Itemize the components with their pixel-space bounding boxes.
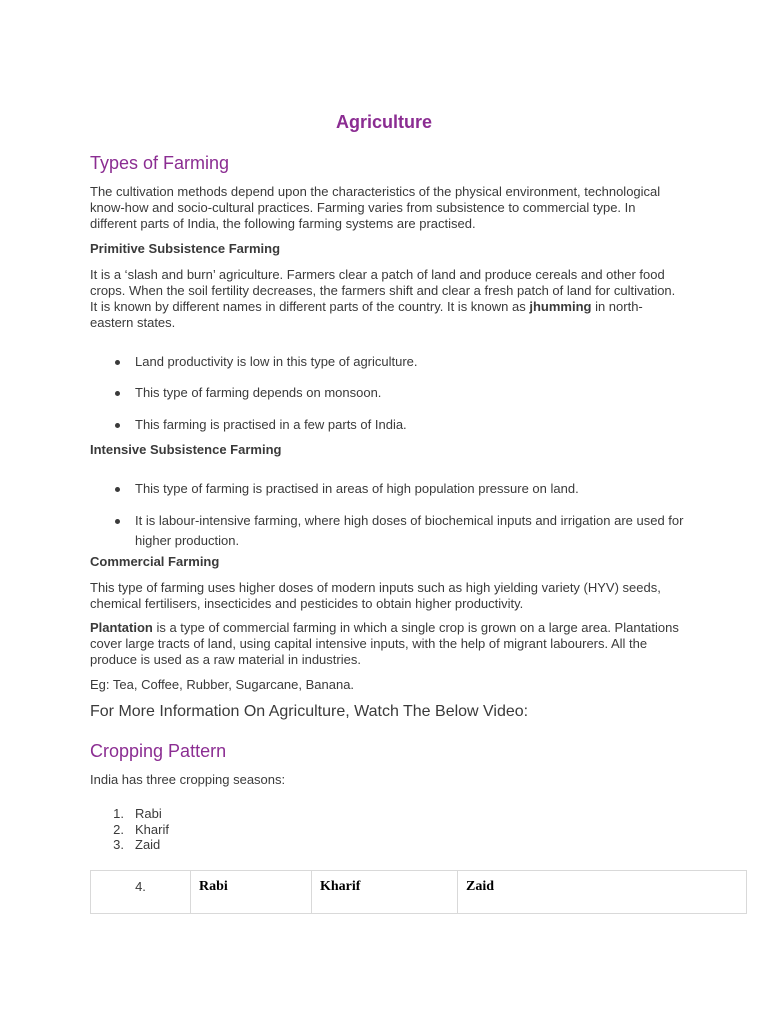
types-of-farming-intro: The cultivation methods depend upon the characteristics of the physical environment, technological know-how and socio-cultural practices. Farming varies from subsistence to commercial type. In different parts of India, the following farming systems are practised. [90, 184, 661, 231]
commercial-farming-text: This type of farming uses higher doses of modern inputs such as high yielding variety (HYV) seeds, chemical fertilisers, insecticides and pesticides to obtain higher productivity. [90, 580, 661, 611]
list-item: This type of farming is practised in areas of high population pressure on land. [90, 479, 690, 499]
jhumming-term: jhumming [529, 299, 592, 314]
example-text: Eg: Tea, Coffee, Rubber, Sugarcane, Banana. [90, 677, 355, 692]
bullet-icon [115, 487, 120, 492]
bullet-icon [115, 519, 120, 524]
cropping-pattern-intro: India has three cropping seasons: [90, 772, 286, 787]
table-header-kharif: Kharif [312, 871, 458, 914]
table-header-zaid: Zaid [458, 871, 747, 914]
list-item: Land productivity is low in this type of agriculture. [90, 352, 690, 372]
bullet-icon [115, 423, 120, 428]
cropping-pattern-heading: Cropping Pattern [90, 741, 227, 761]
list-item: This farming is practised in a few parts of India. [90, 415, 690, 435]
table-header-rabi: Rabi [191, 871, 312, 914]
table-row [91, 871, 747, 914]
bullet-icon [115, 391, 120, 396]
table-cell-number: 4. [91, 871, 191, 914]
seasons-table [90, 870, 747, 914]
commercial-farming-heading: Commercial Farming [90, 554, 220, 569]
list-item: It is labour-intensive farming, where high doses of biochemical inputs and irrigation are used for higher production. [90, 511, 690, 551]
intensive-farming-heading: Intensive Subsistence Farming [90, 442, 282, 457]
list-item: This type of farming depends on monsoon. [90, 383, 690, 403]
bullet-icon [115, 360, 120, 365]
primitive-farming-heading: Primitive Subsistence Farming [90, 241, 281, 256]
video-note: For More Information On Agriculture, Watch The Below Video: [90, 703, 529, 720]
types-of-farming-heading: Types of Farming [90, 153, 230, 173]
plantation-term: Plantation [90, 620, 153, 635]
plantation-text: Plantation is a type of commercial farming in which a single crop is grown on a large area. Plantations cover large tracts of land, using capital intensive inputs, with the help of migrant labourers. All the produce is used as a raw material in industries. [90, 620, 679, 667]
primitive-farming-text: It is a ‘slash and burn’ agriculture. Farmers clear a patch of land and produce cereals and other food crops. When the soil fertility decreases, the farmers shift and clear a fresh patch of land for cultivation. It is known by different names in different parts of the country. It is known as jhumming in north-eastern states. [90, 267, 676, 330]
page-title: Agriculture [335, 112, 432, 132]
